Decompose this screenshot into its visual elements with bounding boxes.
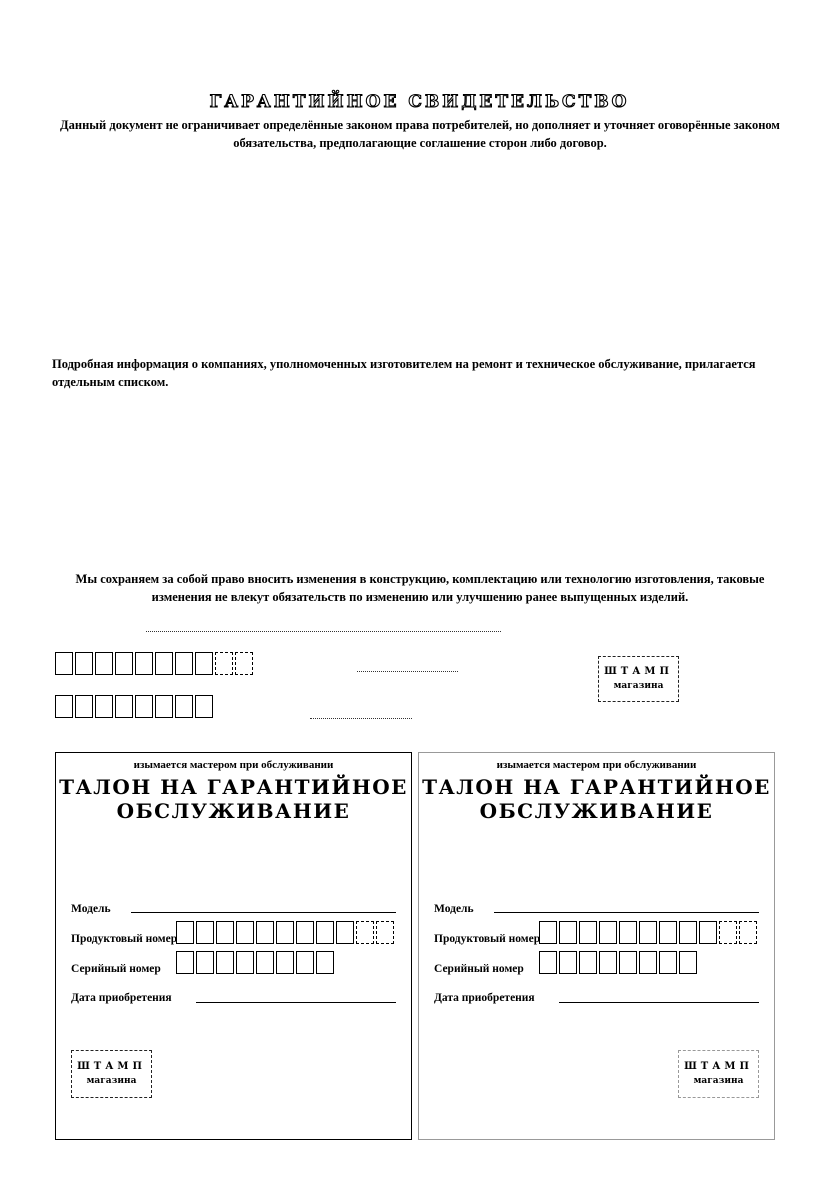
digit-box[interactable] — [176, 951, 194, 974]
digit-box[interactable] — [196, 951, 214, 974]
stamp-line2: магазина — [693, 1076, 744, 1086]
product-number-fill-line[interactable] — [357, 671, 458, 672]
warranty-coupon-1 — [55, 752, 412, 1140]
digit-box[interactable] — [55, 695, 73, 718]
digit-box[interactable] — [619, 921, 637, 944]
digit-box[interactable] — [155, 652, 173, 675]
coupon-title-line1: ТАЛОН НА ГАРАНТИЙНОЕ — [59, 775, 408, 799]
optional-digit-box[interactable] — [739, 921, 757, 944]
digit-box[interactable] — [216, 921, 234, 944]
model-line[interactable] — [131, 912, 396, 913]
digit-box[interactable] — [659, 951, 677, 974]
digit-box[interactable] — [115, 652, 133, 675]
model-label: Модель — [434, 903, 474, 915]
digit-box[interactable] — [639, 921, 657, 944]
service-info-paragraph: Подробная информация о компаниях, уполномоченных изготовителем на ремонт и техническое обслуживание, прилагается отдельным списком. — [52, 357, 756, 389]
serial-number-boxes[interactable] — [55, 695, 215, 718]
coupon-title-line2: ОБСЛУЖИВАНИЕ — [116, 799, 351, 823]
digit-box[interactable] — [176, 921, 194, 944]
purchase-date-line[interactable] — [196, 1002, 396, 1003]
digit-box[interactable] — [135, 695, 153, 718]
digit-box[interactable] — [256, 921, 274, 944]
digit-box[interactable] — [679, 921, 697, 944]
digit-box[interactable] — [619, 951, 637, 974]
optional-digit-box[interactable] — [719, 921, 737, 944]
serial-number-label: Серийный номер — [434, 963, 524, 975]
stamp-line2: магазина — [613, 681, 664, 691]
digit-box[interactable] — [599, 951, 617, 974]
digit-box[interactable] — [115, 695, 133, 718]
digit-box[interactable] — [599, 921, 617, 944]
digit-box[interactable] — [195, 695, 213, 718]
digit-box[interactable] — [75, 652, 93, 675]
optional-digit-box[interactable] — [215, 652, 233, 675]
stamp-line2: магазина — [86, 1076, 137, 1086]
digit-box[interactable] — [135, 652, 153, 675]
coupon-serial-boxes[interactable] — [539, 951, 699, 974]
purchase-date-label: Дата приобретения — [71, 992, 172, 1004]
digit-box[interactable] — [559, 921, 577, 944]
digit-box[interactable] — [316, 951, 334, 974]
rights-paragraph: Мы сохраняем за собой право вносить изменения в конструкцию, комплектацию или технологию изготовления, таковые изменения не влекут обязательств по изменению или улучшению ранее выпущенных изделий. — [75, 572, 765, 604]
coupon-title-line2: ОБСЛУЖИВАНИЕ — [479, 799, 714, 823]
serial-number-label: Серийный номер — [71, 963, 161, 975]
digit-box[interactable] — [659, 921, 677, 944]
digit-box[interactable] — [296, 951, 314, 974]
optional-digit-box[interactable] — [235, 652, 253, 675]
coupon-stamp-box — [71, 1050, 152, 1098]
optional-digit-box[interactable] — [356, 921, 374, 944]
shop-stamp-box — [598, 656, 679, 702]
digit-box[interactable] — [276, 951, 294, 974]
digit-box[interactable] — [95, 695, 113, 718]
purchase-date-label: Дата приобретения — [434, 992, 535, 1004]
model-line[interactable] — [494, 912, 759, 913]
digit-box[interactable] — [196, 921, 214, 944]
digit-box[interactable] — [539, 951, 557, 974]
coupon-note: изымается мастером при обслуживании — [496, 759, 697, 771]
digit-box[interactable] — [336, 921, 354, 944]
digit-box[interactable] — [699, 921, 717, 944]
digit-box[interactable] — [579, 921, 597, 944]
coupon-stamp-box — [678, 1050, 759, 1098]
coupon-title-line1: ТАЛОН НА ГАРАНТИЙНОЕ — [422, 775, 771, 799]
model-label: Модель — [71, 903, 111, 915]
digit-box[interactable] — [539, 921, 557, 944]
digit-box[interactable] — [175, 652, 193, 675]
product-number-boxes[interactable] — [55, 652, 255, 675]
digit-box[interactable] — [639, 951, 657, 974]
coupon-title — [419, 775, 774, 823]
digit-box[interactable] — [216, 951, 234, 974]
digit-box[interactable] — [296, 921, 314, 944]
digit-box[interactable] — [276, 921, 294, 944]
coupon-serial-boxes[interactable] — [176, 951, 336, 974]
digit-box[interactable] — [559, 951, 577, 974]
coupon-title — [56, 775, 411, 823]
stamp-line1: ШТАМП — [77, 1061, 146, 1072]
digit-box[interactable] — [195, 652, 213, 675]
intro-paragraph: Данный документ не ограничивает определённые законом права потребителей, но дополняет и уточняет оговорённые законом обязательства, предполагающие соглашение сторон либо договор. — [60, 118, 780, 150]
digit-box[interactable] — [155, 695, 173, 718]
digit-box[interactable] — [175, 695, 193, 718]
digit-box[interactable] — [236, 951, 254, 974]
document-title: ГАРАНТИЙНОЕ СВИДЕТЕЛЬСТВО — [209, 92, 630, 112]
warranty-coupon-2 — [418, 752, 775, 1140]
digit-box[interactable] — [316, 921, 334, 944]
digit-box[interactable] — [679, 951, 697, 974]
digit-box[interactable] — [579, 951, 597, 974]
digit-box[interactable] — [75, 695, 93, 718]
digit-box[interactable] — [256, 951, 274, 974]
digit-box[interactable] — [95, 652, 113, 675]
digit-box[interactable] — [55, 652, 73, 675]
coupon-product-boxes[interactable] — [176, 921, 396, 944]
coupon-note: изымается мастером при обслуживании — [133, 759, 334, 771]
stamp-line1: ШТАМП — [604, 666, 673, 677]
purchase-date-fill-line[interactable] — [310, 718, 412, 719]
stamp-line1: ШТАМП — [684, 1061, 753, 1072]
product-number-label: Продуктовый номер — [434, 933, 541, 945]
product-number-label: Продуктовый номер — [71, 933, 178, 945]
model-fill-line[interactable] — [146, 631, 501, 632]
optional-digit-box[interactable] — [376, 921, 394, 944]
digit-box[interactable] — [236, 921, 254, 944]
purchase-date-line[interactable] — [559, 1002, 759, 1003]
coupon-product-boxes[interactable] — [539, 921, 759, 944]
